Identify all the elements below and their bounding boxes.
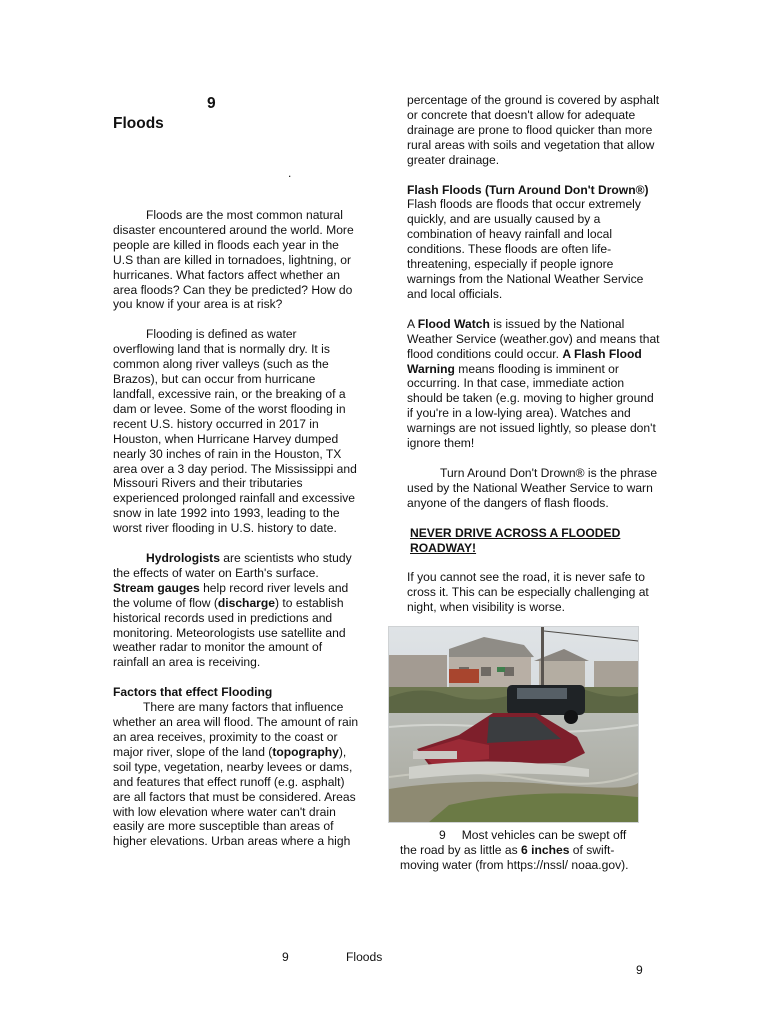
intro-paragraph: Floods are the most common natural disaster encountered around the world. More people are killed in floods each year in the U.S than are killed in tornadoes, lightning, or hurricanes. What factors affect whether an area floods? Can they be predicted? How do you know if your area is at risk?: [113, 208, 354, 312]
flash-floods-paragraph: Flash floods are floods that occur extremely quickly, and are usually caused by a combination of heavy rainfall and local conditions. These floods are often life-threatening, especially if people ignore warnings from the National Weather Service and local officials.: [407, 197, 644, 301]
text: ), soil type, vegetation, nearby levees or dams, and features that effect runoff (e.g. asphalt) are all factors that must be considered. Areas with low elevation where water can't drain easily are more susceptible than areas of higher elevations. Urban areas where a high: [113, 744, 356, 849]
left-column: [113, 208, 359, 849]
text: ) to establish historical records used in predictions and monitoring. Meteorologists use satellite and weather radar to monitor the amount of rainfall an area is receiving.: [113, 595, 346, 670]
footer-number: 9: [282, 950, 289, 964]
house-left: [389, 655, 447, 689]
text: means flooding is imminent or occurring. In that case, immediate action should be taken (e.g. moving to higher ground if you're in a low-lying area). Watches and warnings are not issued lightly, so please don't ignore them!: [407, 361, 656, 451]
text: A: [407, 316, 418, 331]
caption-bold: 6 inches: [521, 842, 570, 857]
term-flash-flood-warning: A Flash Flood Warning: [407, 346, 642, 376]
term-stream-gauges: Stream gauges: [113, 580, 200, 595]
flash-floods-heading: Flash Floods (Turn Around Don't Drown®): [407, 182, 649, 197]
chapter-number: 9: [207, 95, 216, 112]
suv-windows: [517, 688, 567, 699]
term-flood-watch: Flood Watch: [417, 316, 490, 331]
term-topography: topography: [272, 744, 339, 759]
house-wall-2: [539, 661, 585, 689]
caption-text: [400, 828, 640, 873]
text: are scientists who study the effects of water on Earth's surface.: [113, 551, 352, 580]
text: of swift-moving water (from https://nssl/ noaa.gov).: [400, 842, 629, 872]
text: is issued by the National Weather Service (weather.gov) and means that flood conditions could occur.: [407, 316, 660, 361]
right-column: [407, 93, 663, 615]
hydrologists-paragraph: [113, 551, 359, 670]
window: [504, 667, 514, 676]
watch-warning-paragraph: [407, 317, 663, 451]
house-right: [594, 661, 638, 687]
footer-title: Floods: [346, 950, 383, 964]
text: There are many factors that influence whether an area will flood. The amount of rain an area receives, proximity to the coast or major river, slope of the land (: [113, 700, 359, 759]
page-number: 9: [636, 963, 643, 977]
suv-wheel: [564, 710, 578, 724]
street-sign: [497, 667, 505, 672]
term-discharge: discharge: [217, 595, 275, 610]
urban-continuation-paragraph: percentage of the ground is covered by asphalt or concrete that doesn't allow for adequate drainage are prone to flood quicker than more rural areas with soils and vegetation that allow greater drainage.: [407, 93, 660, 167]
flooded-car-photo: [388, 626, 639, 823]
photo-caption: [400, 828, 640, 873]
window: [481, 667, 491, 676]
chapter-title: Floods: [113, 115, 164, 132]
stray-dot: .: [288, 166, 292, 180]
term-hydrologists: Hydrologists: [146, 551, 220, 566]
text: Most vehicles can be swept off the road by as little as: [400, 828, 627, 857]
visibility-paragraph: If you cannot see the road, it is never safe to cross it. This can be especially challenging at night, when visibility is worse.: [407, 570, 649, 615]
never-drive-heading: NEVER DRIVE ACROSS A FLOODED ROADWAY!: [410, 525, 621, 555]
billboard: [449, 669, 479, 683]
flooding-definition-paragraph: Flooding is defined as water overflowing land that is normally dry. It is common along river valleys (such as the Brazos), but can occur from hurricane landfall, excessive rain, or the breaking of a dam or levee. Some of the worst flooding in recent U.S. history occurred in 2017 in Houston, when Hurricane Harvey dumped nearly 30 inches of rain in the Houston, TX area over a 3 day period. The Mississippi and Missouri Rivers and their tributaries experienced prolonged rainfall and excessive snow in late 1992 into 1993, leading to the worst river flooding in U.S. history to date.: [113, 327, 357, 536]
text: help record river levels and the volume of flow (: [113, 580, 349, 610]
tadd-paragraph: Turn Around Don't Drown® is the phrase used by the National Weather Service to warn anyone of the dangers of flash floods.: [407, 465, 658, 510]
red-car-grille: [413, 751, 457, 759]
factors-heading: Factors that effect Flooding: [113, 685, 273, 700]
factors-paragraph: [113, 700, 359, 849]
flood-scene-illustration: [389, 627, 638, 822]
caption-number: 9: [439, 828, 446, 842]
